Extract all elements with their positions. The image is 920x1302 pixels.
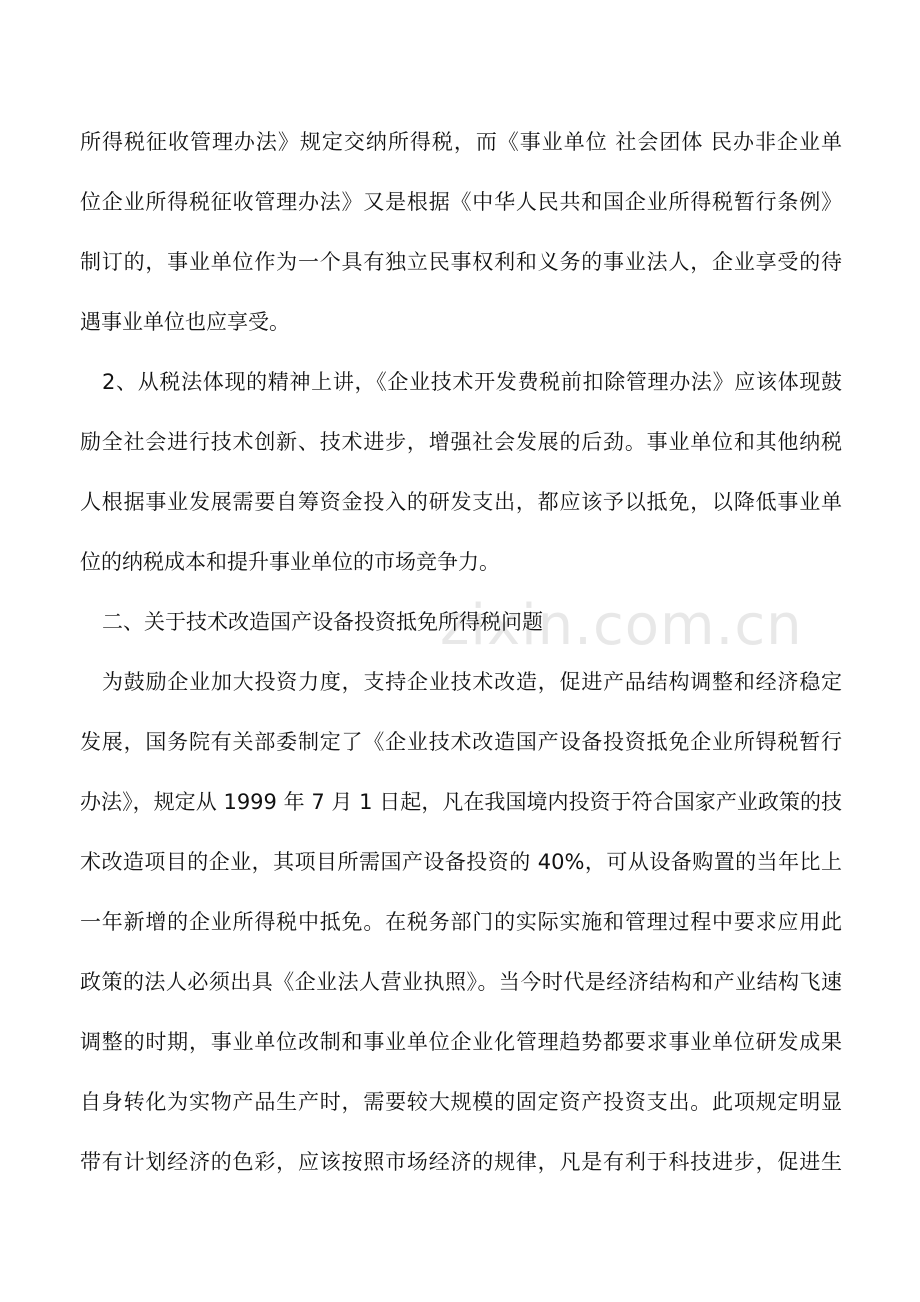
text-line: 一年新增的企业所得税中抵免。在税务部门的实际实施和管理过程中要求应用此 (80, 910, 842, 934)
text-line: 术改造项目的企业，其项目所需国产设备投资的 40%，可从设备购置的当年比上 (80, 850, 842, 874)
watermark: zixin.com.cn (440, 593, 803, 658)
text-line: 位的纳税成本和提升事业单位的市场竞争力。 (80, 550, 500, 574)
text-line: 自身转化为实物产品生产时，需要较大规模的固定资产投资支出。此项规定明显 (80, 1090, 842, 1114)
text-line: 调整的时期，事业单位改制和事业单位企业化管理趋势都要求事业单位研发成果 (80, 1030, 842, 1054)
text-line: 发展，国务院有关部委制定了《企业技术改造国产设备投资抵免企业所锝税暂行 (80, 730, 842, 754)
text-line: 办法》，规定从 1999 年 7 月 1 日起，凡在我国境内投资于符合国家产业政策的技 (80, 790, 842, 814)
text-line: 为鼓励企业加大投资力度，支持企业技术改造，促进产品结构调整和经济稳定 (102, 670, 842, 694)
section-heading: 二、关于技术改造国产设备投资抵免所得税问题 (102, 610, 543, 634)
text-line: 励全社会进行技术创新、技术进步，增强社会发展的后劲。事业单位和其他纳税 (80, 430, 842, 454)
text-line: 人根据事业发展需要自筹资金投入的研发支出，都应该予以抵免，以降低事业单 (80, 490, 842, 514)
text-line: 位企业所得税征收管理办法》又是根据《中华人民共和国企业所得税暂行条例》 (80, 190, 842, 214)
text-line: 所得税征收管理办法》规定交纳所得税，而《事业单位 社会团体 民办非企业单 (80, 130, 842, 154)
text-line: 政策的法人必须出具《企业法人营业执照》。当今时代是经济结构和产业结构飞速 (80, 970, 842, 994)
text-line: 遇事业单位也应享受。 (80, 310, 290, 334)
text-line: 制订的，事业单位作为一个具有独立民事权利和义务的事业法人，企业享受的待 (80, 250, 842, 274)
text-line: 带有计划经济的色彩，应该按照市场经济的规律，凡是有利于科技进步，促进生 (80, 1150, 842, 1174)
text-line: 2、从税法体现的精神上讲，《企业技术开发费税前扣除管理办法》应该体现鼓 (102, 370, 842, 394)
